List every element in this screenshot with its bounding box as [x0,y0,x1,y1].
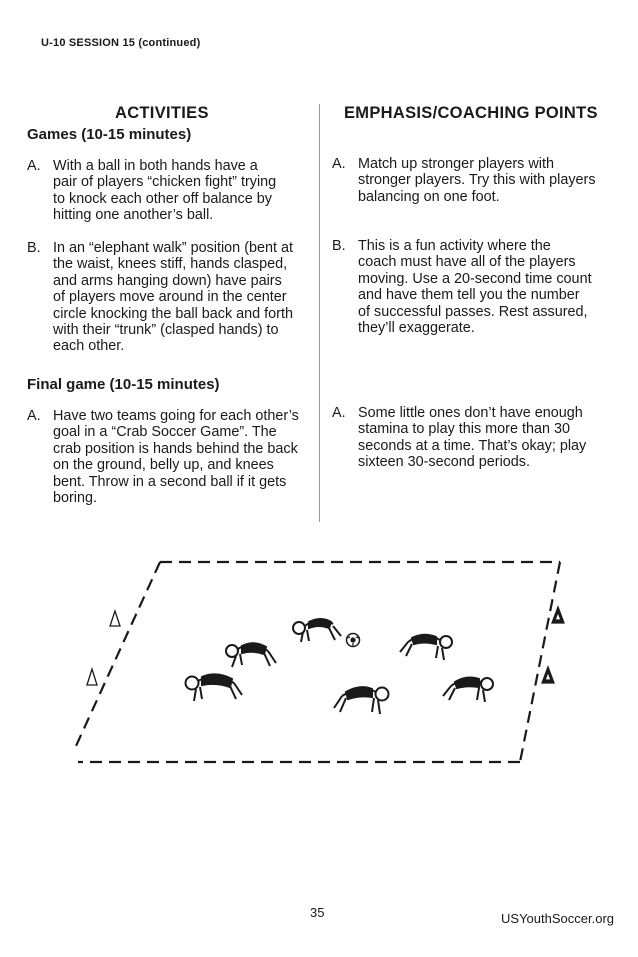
item-line: each other. [53,338,125,355]
games-section-title: Games (10-15 minutes) [27,126,192,143]
item-line: with their “trunk” (clasped hands) to [53,322,279,339]
item-line: seconds at a time. That’s okay; play [358,437,587,454]
website-footer: USYouthSoccer.org [501,911,614,926]
crab-soccer-diagram [70,550,580,770]
item-line: stronger players. Try this with players [358,172,596,189]
item-letter: A. [332,156,346,172]
item-line: sixteen 30-second periods. [358,454,530,471]
crab-player-icon [443,678,493,702]
crab-player-icon [226,643,276,667]
cone-icon [110,611,120,626]
item-letter: B. [332,238,346,254]
item-line: of successful passes. Rest assured, [358,303,588,320]
item-line: bent. Throw in a second ball if it gets [53,473,287,490]
item-line: they’ll exaggerate. [358,320,475,337]
item-line: coach must have all of the players [358,254,576,271]
cone-icon [552,607,564,623]
item-line: balancing on one foot. [358,188,500,205]
item-line: Have two teams going for each other’s [53,408,299,424]
item-line: Some little ones don’t have enough [358,405,583,421]
item-line: of players move around in the center [53,289,287,306]
item-line: moving. Use a 20-second time count [358,270,592,287]
item-line: stamina to play this more than 30 [358,421,570,438]
item-letter: A. [27,158,41,174]
crab-player-icon [400,635,452,660]
item-line: boring. [53,490,98,507]
item-letter: A. [27,408,41,424]
item-line: Match up stronger players with [358,156,554,172]
item-line: and have them tell you the number [358,287,580,304]
item-line: crab position is hands behind the back [53,440,298,457]
session-header: U-10 SESSION 15 (continued) [41,37,201,49]
item-line: pair of players “chicken fight” trying [53,174,277,191]
crab-player-icon [186,674,243,701]
item-letter: A. [332,405,346,421]
item-line: on the ground, belly up, and knees [53,457,274,474]
crab-player-icon [293,619,341,642]
item-line: With a ball in both hands have a [53,158,258,174]
item-letter: B. [27,240,41,256]
item-line: and arms hanging down) have pairs [53,272,282,289]
item-line: goal in a “Crab Soccer Game”. The [53,424,277,441]
coaching-points-heading: EMPHASIS/COACHING POINTS [344,104,598,122]
page-number: 35 [310,905,325,920]
activities-heading: ACTIVITIES [115,104,209,122]
item-line: the waist, knees stiff, hands clasped, [53,256,288,273]
item-line: This is a fun activity where the [358,238,551,254]
field-boundary [76,562,560,762]
crab-player-icon [334,687,389,714]
column-divider [319,104,320,522]
cone-icon [542,667,554,683]
soccer-ball-icon [347,634,360,647]
item-line: In an “elephant walk” position (bent at [53,240,293,256]
item-line: to knock each other off balance by [53,190,272,207]
item-line: circle knocking the ball back and forth [53,305,293,322]
cone-icon [87,669,97,685]
item-line: hitting one another’s ball. [53,207,214,224]
final-game-section-title: Final game (10-15 minutes) [27,376,220,393]
